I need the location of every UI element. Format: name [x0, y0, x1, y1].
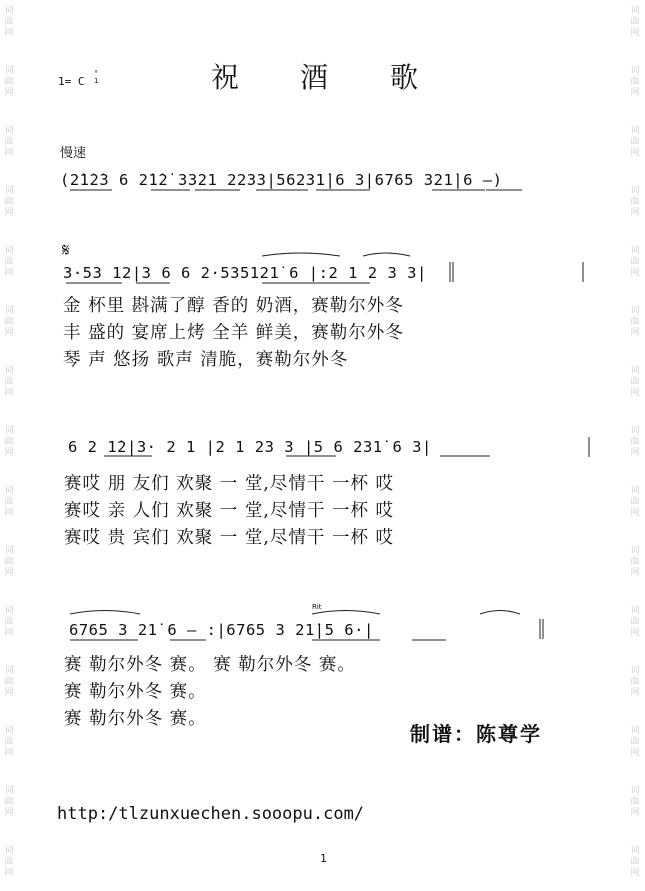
watermark-char: 网 — [4, 508, 14, 518]
watermark-char: 词 — [630, 786, 640, 796]
watermark-block — [2, 540, 16, 600]
watermark-char: 曲 — [630, 797, 640, 807]
watermark-char: 曲 — [630, 557, 640, 567]
watermark-char: 词 — [630, 426, 640, 436]
watermark-char: 网 — [4, 148, 14, 158]
source-url: http:/tlzunxuechen.sooopu.com/ — [57, 804, 365, 824]
system3-notation: 6765 3 21̇ 6 – :|6765 3 21̇|5 6·| — [69, 621, 374, 639]
system2-lyric-3: 赛哎 贵 宾们 欢聚 一 堂,尽情干 一杯 哎 — [64, 528, 395, 548]
watermark-block — [2, 60, 16, 120]
watermark-char: 网 — [630, 868, 640, 878]
watermark-char: 词 — [4, 606, 14, 616]
watermark-char: 词 — [4, 66, 14, 76]
watermark-char: 网 — [630, 268, 640, 278]
watermark-char: 网 — [630, 748, 640, 758]
watermark-block — [628, 600, 642, 660]
watermark-char: 词 — [630, 546, 640, 556]
watermark-block — [2, 300, 16, 360]
watermark-char: 曲 — [4, 257, 14, 267]
watermark-block — [628, 780, 642, 840]
watermark-block — [628, 360, 642, 420]
watermark-char: 曲 — [4, 617, 14, 627]
title-char-1: 祝 — [211, 61, 240, 94]
segno-sign: 𝄋 — [62, 240, 70, 261]
watermark-left — [2, 0, 16, 891]
watermark-char: 网 — [630, 208, 640, 218]
watermark-block — [628, 540, 642, 600]
watermark-char: 曲 — [630, 317, 640, 327]
system1-lyric-2: 丰 盛的 宴席上烤 全羊 鲜美，赛勒尔外冬 — [63, 323, 404, 343]
watermark-char: 词 — [4, 846, 14, 856]
watermark-char: 词 — [4, 126, 14, 136]
watermark-block — [2, 240, 16, 300]
watermark-block — [628, 180, 642, 240]
system2-lyric-2: 赛哎 亲 人们 欢聚 一 堂,尽情干 一杯 哎 — [64, 501, 395, 521]
watermark-block — [628, 840, 642, 891]
watermark-block — [628, 480, 642, 540]
watermark-char: 网 — [630, 688, 640, 698]
tempo-marking: 慢速 — [60, 146, 87, 161]
watermark-block — [2, 120, 16, 180]
watermark-char: 网 — [4, 568, 14, 578]
watermark-char: 曲 — [4, 17, 14, 27]
watermark-char: 网 — [630, 508, 640, 518]
watermark-block — [2, 360, 16, 420]
watermark-char: 词 — [4, 786, 14, 796]
watermark-char: 曲 — [4, 557, 14, 567]
watermark-char: 网 — [630, 88, 640, 98]
watermark-char: 词 — [630, 6, 640, 16]
watermark-block — [2, 0, 16, 60]
watermark-char: 曲 — [4, 677, 14, 687]
watermark-char: 词 — [630, 726, 640, 736]
watermark-char: 词 — [630, 66, 640, 76]
title-char-3: 歌 — [390, 61, 419, 94]
time-signature: ⁰ 1 — [94, 69, 99, 85]
watermark-char: 词 — [4, 426, 14, 436]
watermark-char: 曲 — [630, 377, 640, 387]
system3-lyric-1: 赛 勒尔外冬 赛。 赛 勒尔外冬 赛。 — [64, 655, 356, 675]
watermark-char: 词 — [4, 666, 14, 676]
watermark-char: 网 — [630, 808, 640, 818]
watermark-char: 网 — [4, 688, 14, 698]
intro-notation: (2̇1̇2̇3 6 2̇1̇2̇ 3321 2233|56231̇|6 3|6765 321̇|6 –) — [60, 171, 503, 189]
watermark-char: 曲 — [4, 497, 14, 507]
title-char-2: 酒 — [300, 61, 329, 94]
system3-lyric-3: 赛 勒尔外冬 赛。 — [64, 709, 207, 729]
watermark-char: 网 — [630, 568, 640, 578]
watermark-char: 曲 — [630, 857, 640, 867]
watermark-char: 网 — [4, 808, 14, 818]
watermark-char: 网 — [4, 208, 14, 218]
watermark-char: 曲 — [4, 737, 14, 747]
watermark-char: 网 — [4, 268, 14, 278]
system1-notation: 3·53 12|3 6 6 2·535121̇ 6 |:2 1 2 3 3| — [63, 264, 427, 282]
watermark-char: 词 — [630, 666, 640, 676]
system2-lyric-1: 赛哎 朋 友们 欢聚 一 堂,尽情干 一杯 哎 — [64, 474, 395, 494]
watermark-char: 词 — [4, 186, 14, 196]
watermark-char: 词 — [4, 306, 14, 316]
watermark-block — [2, 180, 16, 240]
watermark-char: 词 — [630, 846, 640, 856]
watermark-char: 曲 — [4, 797, 14, 807]
watermark-char: 曲 — [630, 77, 640, 87]
watermark-char: 网 — [4, 628, 14, 638]
watermark-char: 词 — [630, 186, 640, 196]
watermark-char: 网 — [630, 388, 640, 398]
watermark-char: 词 — [630, 606, 640, 616]
watermark-char: 网 — [4, 388, 14, 398]
watermark-char: 曲 — [630, 497, 640, 507]
watermark-char: 词 — [630, 486, 640, 496]
watermark-right — [628, 0, 642, 891]
watermark-char: 曲 — [630, 437, 640, 447]
watermark-char: 网 — [630, 628, 640, 638]
watermark-block — [628, 420, 642, 480]
watermark-char: 曲 — [630, 17, 640, 27]
watermark-char: 网 — [630, 328, 640, 338]
system1-lyric-3: 琴 声 悠扬 歌声 清脆，赛勒尔外冬 — [63, 350, 349, 370]
watermark-char: 词 — [630, 306, 640, 316]
key-signature: 1= C — [58, 75, 85, 88]
watermark-block — [628, 660, 642, 720]
watermark-char: 曲 — [4, 197, 14, 207]
watermark-char: 网 — [4, 28, 14, 38]
watermark-block — [2, 420, 16, 480]
watermark-char: 词 — [4, 726, 14, 736]
watermark-block — [628, 0, 642, 60]
watermark-char: 曲 — [630, 677, 640, 687]
watermark-char: 曲 — [630, 137, 640, 147]
system1-lyric-1: 金 杯里 斟满了醇 香的 奶酒，赛勒尔外冬 — [63, 296, 404, 316]
watermark-block — [2, 840, 16, 891]
watermark-char: 网 — [630, 448, 640, 458]
rit-marking: Rit — [312, 603, 322, 611]
watermark-char: 曲 — [630, 257, 640, 267]
watermark-char: 网 — [4, 88, 14, 98]
watermark-block — [628, 300, 642, 360]
watermark-block — [628, 240, 642, 300]
watermark-char: 词 — [630, 246, 640, 256]
watermark-block — [2, 780, 16, 840]
watermark-block — [2, 660, 16, 720]
watermark-char: 词 — [630, 126, 640, 136]
watermark-char: 词 — [4, 486, 14, 496]
watermark-char: 词 — [4, 366, 14, 376]
watermark-block — [2, 720, 16, 780]
system2-notation: 6 2 1̇2|3· 2 1 |2 1 23 3 |5 6 231̇ 6 3| — [68, 438, 432, 456]
watermark-char: 网 — [630, 148, 640, 158]
watermark-block — [628, 120, 642, 180]
watermark-char: 曲 — [630, 617, 640, 627]
watermark-char: 曲 — [4, 137, 14, 147]
watermark-char: 曲 — [4, 857, 14, 867]
watermark-block — [2, 600, 16, 660]
page-number: 1 — [320, 852, 327, 865]
watermark-char: 网 — [4, 448, 14, 458]
watermark-char: 曲 — [630, 737, 640, 747]
watermark-char: 曲 — [630, 197, 640, 207]
watermark-char: 曲 — [4, 437, 14, 447]
watermark-char: 曲 — [4, 317, 14, 327]
watermark-char: 词 — [630, 366, 640, 376]
watermark-char: 网 — [4, 328, 14, 338]
system3-lyric-2: 赛 勒尔外冬 赛。 — [64, 682, 207, 702]
watermark-char: 词 — [4, 246, 14, 256]
watermark-char: 词 — [4, 6, 14, 16]
watermark-char: 网 — [630, 28, 640, 38]
watermark-char: 曲 — [4, 377, 14, 387]
watermark-char: 网 — [4, 748, 14, 758]
arranger-credit: 制谱：陈尊学 — [410, 722, 542, 746]
watermark-block — [628, 60, 642, 120]
watermark-block — [628, 720, 642, 780]
watermark-char: 词 — [4, 546, 14, 556]
watermark-char: 网 — [4, 868, 14, 878]
watermark-char: 曲 — [4, 77, 14, 87]
watermark-block — [2, 480, 16, 540]
